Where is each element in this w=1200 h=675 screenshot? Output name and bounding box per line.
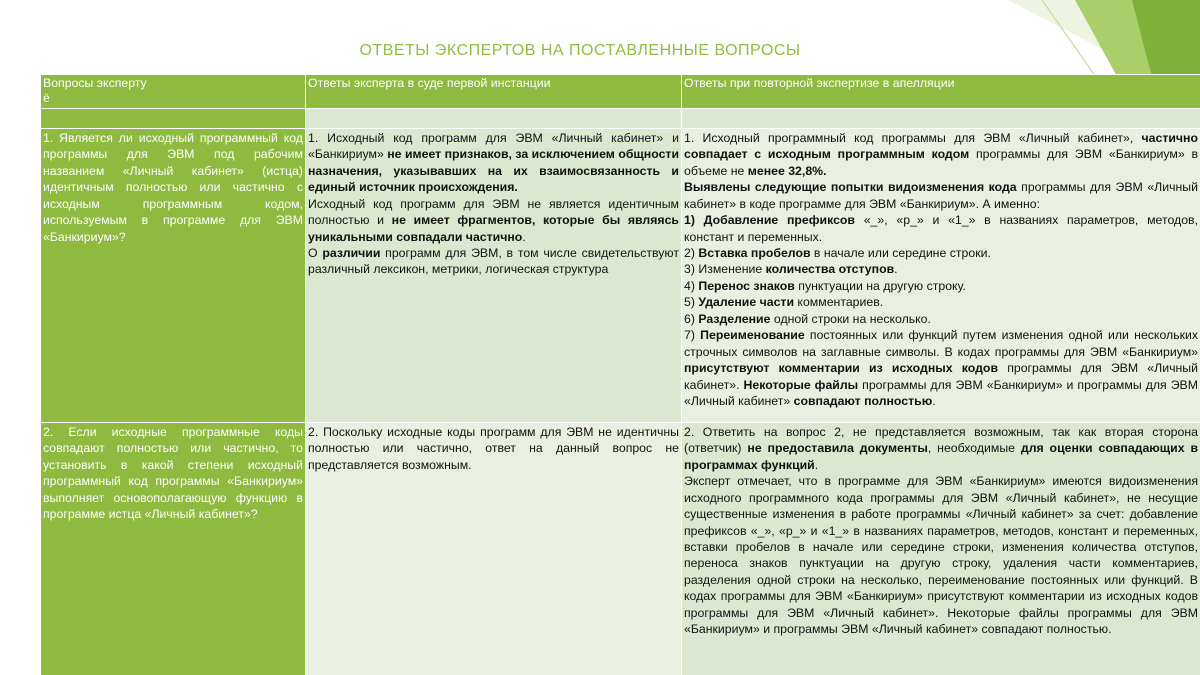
answer-paragraph: Выявлены следующие попытки видоизменения кода программы для ЭВМ «Личный кабинет» в коде программе для ЭВМ «Банкириум». А именно:: [684, 180, 1198, 211]
first-instance-answer-1: [306, 128, 682, 422]
appeal-answer-1: [682, 128, 1200, 422]
answer-paragraph: Эксперт отмечает, что в программе для ЭВМ «Банкириум» имеются видоизменения исходного программного кода программы для ЭВМ «Личный кабинет», не несущие существенные изменения в работе программы «Личный кабинет» за счет: добавление префиксов «_», «p_» и «1_» в названиях параметров, методов, констант и переменных, вставки пробелов в начале или середине строки, изменения количества отступов, переноса знаков пунктуации на другую строку, удаления части комментариев, разделения одной строки на несколько, переименование постоянных или функций. В кодах программы для ЭВМ «Банкириум» присутствуют комментарии из исходных кодов программы для ЭВМ «Личный кабинет». Некоторые файлы программы для ЭВМ «Банкириум» и программы ЭВМ «Личный кабинет» совпадают полностью.: [684, 474, 1198, 637]
answer-paragraph: 2. Ответить на вопрос 2, не представляется возможным, так как вторая сторона (ответчик) не предоставила документы, необходимые для оценки совпадающих в программах функций.: [684, 424, 1199, 472]
spacer-cell: [306, 108, 682, 128]
answer-list-item: 5) Удаление части комментариев.: [684, 295, 884, 310]
appeal-answer-2: [682, 422, 1200, 675]
slide-title: ОТВЕТЫ ЭКСПЕРТОВ НА ПОСТАВЛЕННЫЕ ВОПРОСЫ: [359, 42, 801, 59]
answer-list-item: 2) Вставка пробелов в начале или середине строки.: [684, 246, 991, 260]
answer-paragraph: 1. Исходный код программ для ЭВМ «Личный кабинет» и «Банкириум» не имеет признаков, за исключением общности назначения, указывавших на их взаимосвязанность и единый источник происхождения.: [308, 130, 680, 195]
question-1: 1. Является ли исходный программный код программы для ЭВМ под рабочим названием «Личный кабинет» (истца) идентичным полностью или частично с исходным программным кодом, используемым в программе для ЭВМ «Банкириум»?: [41, 128, 306, 422]
first-instance-answer-2: [306, 422, 682, 675]
question-2: 2. Если исходные программные коды совпадают полностью или частично, то установить в какой степени исходный программный код программы «Банкириум» выполняет основополагающую функцию в программе истца «Личный кабинет»?: [41, 422, 306, 675]
header-first-instance: Ответы эксперта в суде первой инстанции: [306, 75, 682, 109]
answer-list-item: 3) Изменение количества отступов.: [684, 262, 898, 277]
spacer-cell: [41, 108, 306, 128]
header-appeal: Ответы при повторной экспертизе в апелляции: [682, 75, 1200, 109]
answer-paragraph: Исходный код программ для ЭВМ не является идентичным полностью и не имеет фрагментов, которые бы являясь уникальными совпадали частично.: [308, 196, 679, 244]
answer-paragraph: 2. Поскольку исходные коды программ для ЭВМ не идентичны полностью или частично, ответ на данный вопрос не представляется возможным.: [308, 424, 679, 472]
spacer-cell: [682, 108, 1200, 128]
answer-paragraph: О различии программ для ЭВМ, в том числе свидетельствуют различный лексикон, метрики, логическая структура: [308, 246, 680, 277]
answer-list-item: 6) Разделение одной строки на несколько.: [684, 311, 931, 326]
answer-list-item: 7) Переименование постоянных или функций путем изменения одной или нескольких строчных символов на заглавные символы. В кодах программы для ЭВМ «Банкириум» присутствуют комментарии из исходных кодов программы для ЭВМ «Личный кабинет». Некоторые файлы программы для ЭВМ «Банкириум» и программы для ЭВМ «Личный кабинет» совпадают полностью.: [684, 328, 1198, 409]
spacer-row: [41, 108, 1200, 128]
table-row: [41, 422, 1200, 675]
table-header-row: [41, 75, 1200, 109]
header-questions-extra: ё: [43, 91, 50, 106]
answer-list-item: 4) Перенос знаков пунктуации на другую строку.: [684, 278, 966, 293]
answer-paragraph: 1. Исходный программный код программы для ЭВМ «Личный кабинет», частично совпадает с исходным программным кодом программы для ЭВМ «Банкириум» в объеме не менее 32,8%.: [684, 130, 1198, 178]
expert-answers-table: [40, 74, 1200, 675]
answer-list-item: 1) Добавление префиксов «_», «p_» и «1_» в названиях параметров, методов, констант и переменных.: [684, 213, 1198, 244]
header-questions: Вопросы эксперту ё: [41, 75, 306, 109]
table-row: [41, 128, 1200, 422]
